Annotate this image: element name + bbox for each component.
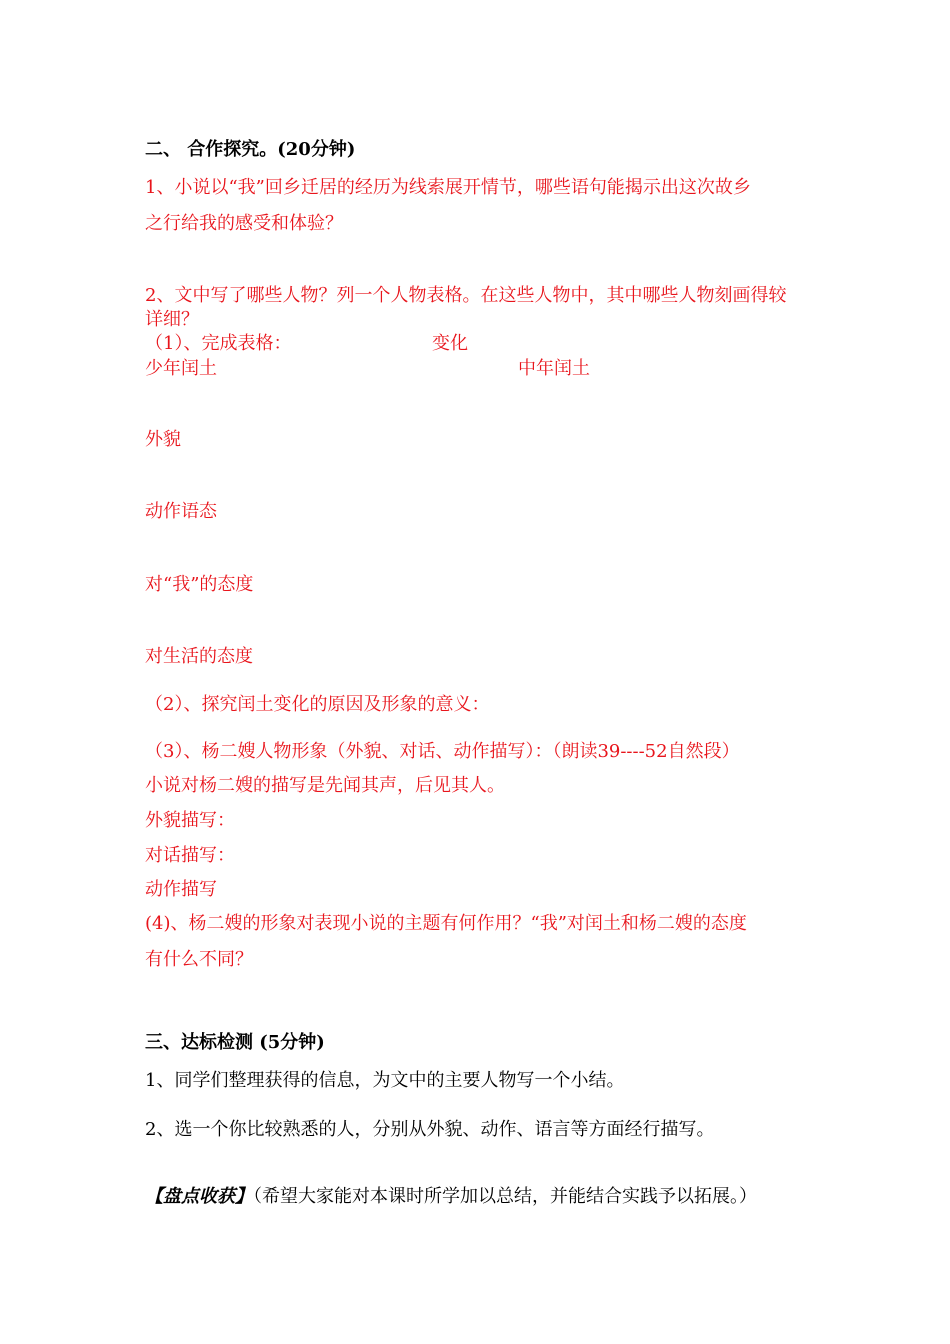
table-row-appearance: 外貌 — [145, 429, 181, 450]
desc-appearance: 外貌描写： — [145, 810, 235, 831]
subquestion-2: （2）、探究闰土变化的原因及形象的意义： — [145, 694, 490, 715]
section3-item1: 1、同学们整理获得的信息，为文中的主要人物写一个小结。 — [145, 1070, 625, 1091]
table-col-middle-runtu: 中年闰土 — [518, 358, 590, 379]
table-intro: （1）、完成表格： — [145, 333, 292, 354]
subquestion-3: （3）、杨二嫂人物形象（外貌、对话、动作描写）：（朗读39----52自然段） — [145, 741, 740, 762]
section3-heading: 三、达标检测 (5分钟) — [145, 1032, 325, 1053]
section2-heading: 二、 合作探究。(20分钟) — [145, 139, 356, 160]
subquestion-4-line2: 有什么不同？ — [145, 949, 253, 970]
subquestion-4-line1: (4)、杨二嫂的形象对表现小说的主题有何作用？“我”对闰土和杨二嫂的态度 — [145, 913, 747, 934]
table-row-attitude-me: 对“我”的态度 — [145, 574, 254, 595]
table-col-young-runtu: 少年闰土 — [145, 358, 217, 379]
desc-dialogue: 对话描写： — [145, 845, 235, 866]
table-row-action: 动作语态 — [145, 501, 217, 522]
summary-label: 【盘点收获】 — [145, 1186, 253, 1207]
question1-line1: 1、小说以“我”回乡迁居的经历为线索展开情节，哪些语句能揭示出这次故乡 — [145, 177, 751, 198]
section3-item2: 2、选一个你比较熟悉的人，分别从外貌、动作、语言等方面经行描写。 — [145, 1119, 715, 1140]
summary-line — [145, 1185, 757, 1209]
question1-line2: 之行给我的感受和体验？ — [145, 213, 343, 234]
table-col-change: 变化 — [432, 333, 468, 354]
summary-text: （希望大家能对本课时所学加以总结，并能结合实践予以拓展。） — [253, 1186, 757, 1207]
desc-action: 动作描写 — [145, 879, 217, 900]
question2-line2: 详细？ — [145, 309, 199, 330]
subquestion-3-note: 小说对杨二嫂的描写是先闻其声，后见其人。 — [145, 775, 505, 796]
question2-line1: 2、文中写了哪些人物？列一个人物表格。在这些人物中，其中哪些人物刻画得较 — [145, 285, 787, 306]
table-row-attitude-life: 对生活的态度 — [145, 646, 253, 667]
